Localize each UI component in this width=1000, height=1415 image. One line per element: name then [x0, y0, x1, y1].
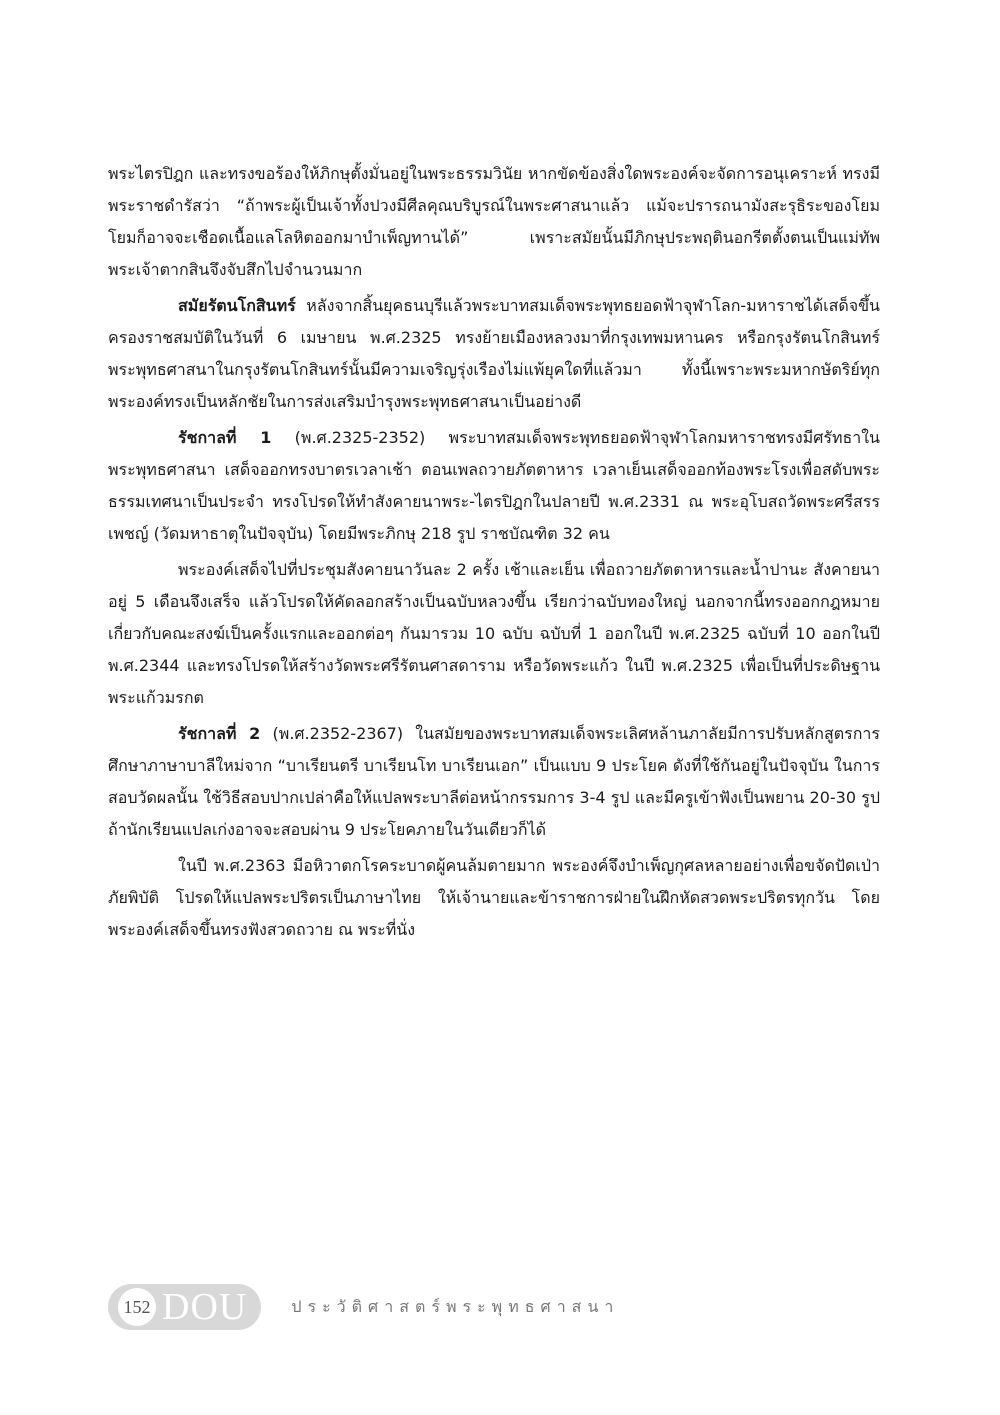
brand-logo: DOU — [162, 1286, 248, 1328]
page-footer — [108, 1284, 619, 1330]
paragraph-text: พระไตรปิฎก และทรงขอร้องให้ภิกษุตั้งมั่นอยู่ในพระธรรมวินัย หากขัดข้องสิ่งใดพระองค์จะจัดการอนุเคราะห์ ทรงมีพระราชดำรัสว่า “ถ้าพระผู้เป็นเจ้าทั้งปวงมีศีลคุณบริบูรณ์ในพระศาสนาแล้ว แม้จะปรารถนามังสะรุธิระของโยม โยมก็อาจจะเชือดเนื้อแลโลหิตออกมาบำเพ็ญทานได้” เพราะสมัยนั้นมีภิกษุประพฤตินอกรีตตั้งตนเป็นแม่ทัพ พระเจ้าตากสินจึงจับสึกไปจำนวนมาก — [108, 164, 880, 279]
footer-badge — [108, 1284, 261, 1330]
paragraph-text: ในปี พ.ศ.2363 มีอหิวาตกโรคระบาดผู้คนล้มตายมาก พระองค์จึงบำเพ็ญกุศลหลายอย่างเพื่อขจัดปัดเป่าภัยพิบัติ โปรดให้แปลพระปริตรเป็นภาษาไทย ให้เจ้านายและข้าราชการฝ่ายในฝึกหัดสวดพระปริตรทุกวัน โดยพระองค์เสด็จขึ้นทรงฟังสวดถวาย ณ พระที่นั่ง — [108, 856, 880, 939]
paragraph-4 — [108, 554, 880, 714]
paragraph-lead: รัชกาลที่ 1 — [178, 428, 272, 447]
paragraph-6 — [108, 850, 880, 946]
paragraph-1 — [108, 158, 880, 286]
paragraph-text: พระองค์เสด็จไปที่ประชุมสังคายนาวันละ 2 ครั้ง เช้าและเย็น เพื่อถวายภัตตาหารและน้ำปานะ สังคายนาอยู่ 5 เดือนจึงเสร็จ แล้วโปรดให้คัดลอกสร้างเป็นฉบับหลวงขึ้น เรียกว่าฉบับทองใหญ่ นอกจากนี้ทรงออกกฎหมายเกี่ยวกับคณะสงฆ์เป็นครั้งแรกและออกต่อๆ กันมารวม 10 ฉบับ ฉบับที่ 1 ออกในปี พ.ศ.2325 ฉบับที่ 10 ออกในปี พ.ศ.2344 และทรงโปรดให้สร้างวัดพระศรีรัตนศาสดาราม หรือวัดพระแก้ว ในปี พ.ศ.2325 เพื่อเป็นที่ประดิษฐานพระแก้วมรกต — [108, 560, 881, 707]
book-title: ประวัติศาสตร์พระพุทธศาสนา — [291, 1296, 620, 1316]
document-body — [108, 158, 880, 946]
paragraph-lead: รัชกาลที่ 2 — [178, 724, 261, 743]
paragraph-lead: สมัยรัตนโกสินทร์ — [178, 296, 296, 315]
page-number: 152 — [118, 1288, 156, 1326]
paragraph-3 — [108, 422, 880, 550]
paragraph-5 — [108, 718, 880, 846]
paragraph-2 — [108, 290, 880, 418]
paragraph-text: (พ.ศ.2325-2352) พระบาทสมเด็จพระพุทธยอดฟ้าจุฬาโลกมหาราชทรงมีศรัทธาในพระพุทธศาสนา เสด็จออกทรงบาตรเวลาเช้า ตอนเพลถวายภัตตาหาร เวลาเย็นเสด็จออกท้องพระโรงเพื่อสดับพระธรรมเทศนาเป็นประจำ ทรงโปรดให้ทำสังคายนาพระ-ไตรปิฎกในปลายปี พ.ศ.2331 ณ พระอุโบสถวัดพระศรีสรรเพชญ์ (วัดมหาธาตุในปัจจุบัน) โดยมีพระภิกษุ 218 รูป ราชบัณฑิต 32 คน — [108, 428, 880, 543]
paragraph-text: (พ.ศ.2352-2367) ในสมัยของพระบาทสมเด็จพระเลิศหล้านภาลัยมีการปรับหลักสูตรการศึกษาภาษาบาลีใหม่จาก “บาเรียนตรี บาเรียนโท บาเรียนเอก” เป็นแบบ 9 ประโยค ดังที่ใช้กันอยู่ในปัจจุบัน ในการสอบวัดผลนั้น ใช้วิธีสอบปากเปล่าคือให้แปลพระบาลีต่อหน้ากรรมการ 3-4 รูป และมีครูเข้าฟังเป็นพยาน 20-30 รูป ถ้านักเรียนแปลเก่งอาจจะสอบผ่าน 9 ประโยคภายในวันเดียวก็ได้ — [108, 724, 880, 839]
paragraph-text: หลังจากสิ้นยุคธนบุรีแล้วพระบาทสมเด็จพระพุทธยอดฟ้าจุฬาโลก-มหาราชได้เสด็จขึ้นครองราชสมบัติในวันที่ 6 เมษายน พ.ศ.2325 ทรงย้ายเมืองหลวงมาที่กรุงเทพมหานคร หรือกรุงรัตนโกสินทร์ พระพุทธศาสนาในกรุงรัตนโกสินทร์นั้นมีความเจริญรุ่งเรืองไม่แพ้ยุคใดที่แล้วมา ทั้งนี้เพราะพระมหากษัตริย์ทุกพระองค์ทรงเป็นหลักชัยในการส่งเสริมบำรุงพระพุทธศาสนาเป็นอย่างดี — [108, 296, 880, 411]
